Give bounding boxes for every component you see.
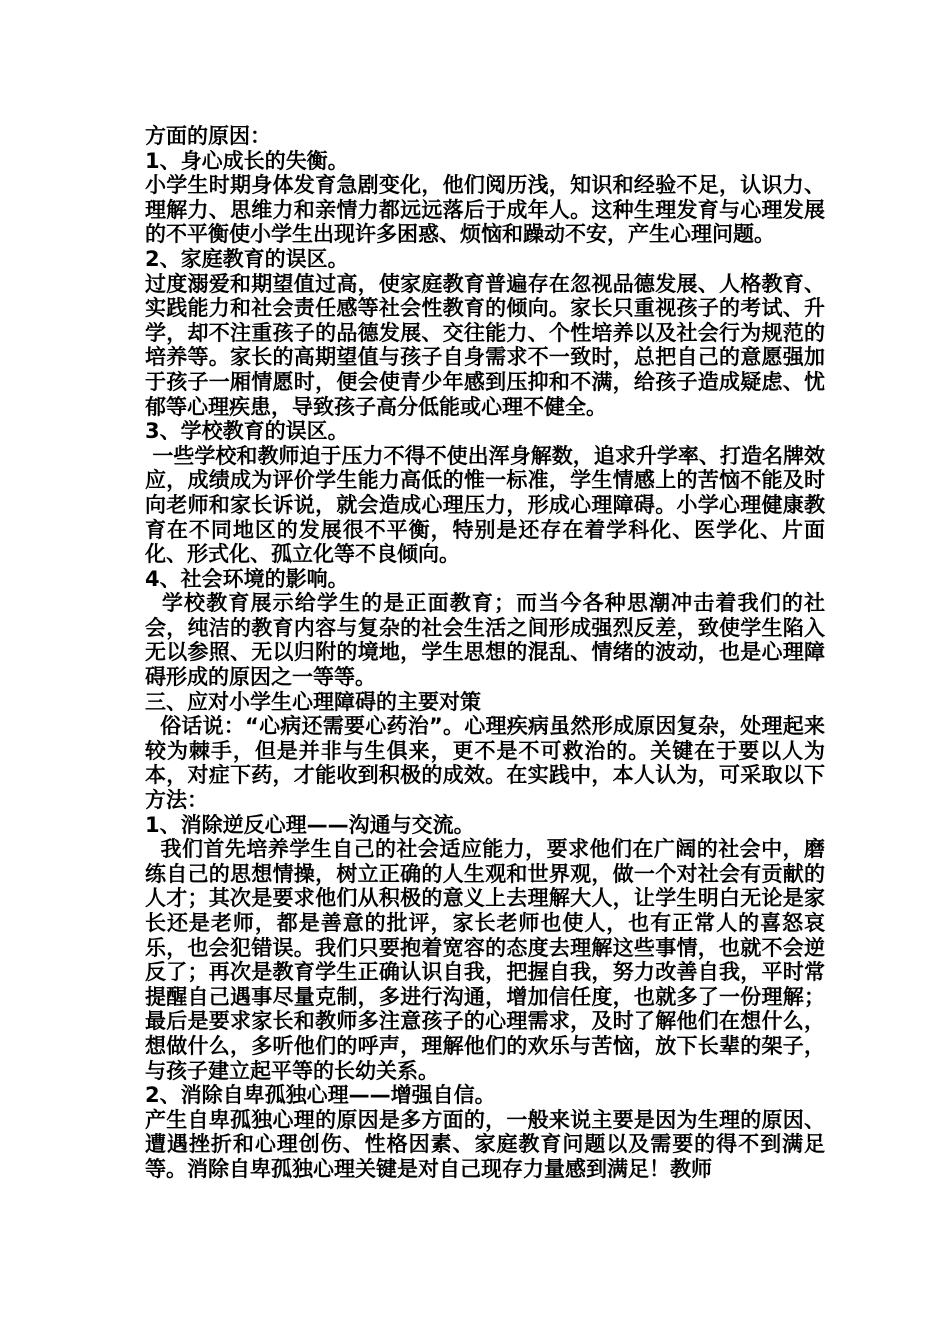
paragraph-imbalance: 小学生时期身体发育急剧变化，他们阅历浅，知识和经验不足，认识力、理解力、思维力和亲情力都远远落后于成年人。这种生理发育与心理发展的不平衡使小学生出现许多困惑、烦恼和躁动不安，产生心理问题。 (145, 173, 825, 247)
document-body (145, 124, 825, 1182)
heading-countermeasures: 三、应对小学生心理障碍的主要对策 (145, 689, 481, 714)
paragraph-rebellious: 我们首先培养学生自己的社会适应能力，要求他们在广阔的社会中，磨练自己的思想情操，树立正确的人生观和世界观，做一个对社会有贡献的人才；其次是要求他们从积极的意义上去理解大人，让学生明白无论是家长还是老师，都是善意的批评，家长老师也使人，也有正常人的喜怒哀乐，也会犯错误。我们只要抱着宽容的态度去理解这些事情，也就不会逆反了；再次是教育学生正确认识自我，把握自我，努力改善自我，平时常提醒自己遇事尽量克制，多进行沟通，增加信任度，也就多了一份理解；最后是要求家长和教师多注意孩子的心理需求，及时了解他们在想什么，想做什么，多听他们的呼声，理解他们的欢乐与苦恼，放下长辈的架子，与孩子建立起平等的长幼关系。 (145, 837, 826, 1083)
paragraph-social-environment: 学校教育展示给学生的是正面教育；而当今各种思潮冲击着我们的社会，纯洁的教育内容与复杂的社会生活之间形成强烈反差，致使学生陷入无以参照、无以归附的境地，学生思想的混乱、情绪的波动，也是心理障碍形成的原因之一等等。 (145, 591, 825, 690)
heading-rebellious: 1、消除逆反心理——沟通与交流。 (145, 812, 475, 837)
heading-family-education: 2、家庭教育的误区。 (145, 246, 349, 271)
paragraph-school-education: 一些学校和教师迫于压力不得不使出浑身解数，追求升学率、打造名牌效应，成绩成为评价学生能力高低的惟一标准，学生情感上的苦恼不能及时向老师和家长诉说，就会造成心理压力，形成心理障碍。小学心理健康教育在不同地区的发展很不平衡，特别是还存在着学科化、医学化、片面化、形式化、孤立化等不良倾向。 (145, 443, 826, 567)
paragraph-countermeasures-intro: 俗话说：“心病还需要心药治”。心理疾病虽然形成原因复杂，处理起来较为棘手，但是并非与生俱来，更不是不可救治的。关键在于要以人为本，对症下药，才能收到积极的成效。在实践中，本人认为，可采取以下方法： (145, 714, 825, 813)
paragraph-family-education: 过度溺爱和期望值过高，使家庭教育普遍存在忽视品德发展、人格教育、实践能力和社会责任感等社会性教育的倾向。家长只重视孩子的考试、升学，却不注重孩子的品德发展、交往能力、个性培养以及社会行为规范的培养等。家长的高期望值与孩子自身需求不一致时，总把自己的意愿强加于孩子一厢情愿时，便会使青少年感到压抑和不满，给孩子造成疑虑、忧郁等心理疾患，导致孩子高分低能或心理不健全。 (145, 271, 825, 419)
heading-inferiority: 2、消除自卑孤独心理——增强自信。 (145, 1083, 496, 1108)
heading-imbalance: 1、身心成长的失衡。 (145, 148, 349, 173)
paragraph-inferiority: 产生自卑孤独心理的原因是多方面的，一般来说主要是因为生理的原因、遭遇挫折和心理创伤、性格因素、家庭教育问题以及需要的得不到满足等。消除自卑孤独心理关键是对自己现存力量感到满足！教师 (145, 1107, 825, 1181)
heading-school-education: 3、学校教育的误区。 (145, 419, 349, 444)
heading-social-environment: 4、社会环境的影响。 (145, 566, 349, 591)
paragraph-section-intro: 方面的原因： (145, 124, 271, 148)
